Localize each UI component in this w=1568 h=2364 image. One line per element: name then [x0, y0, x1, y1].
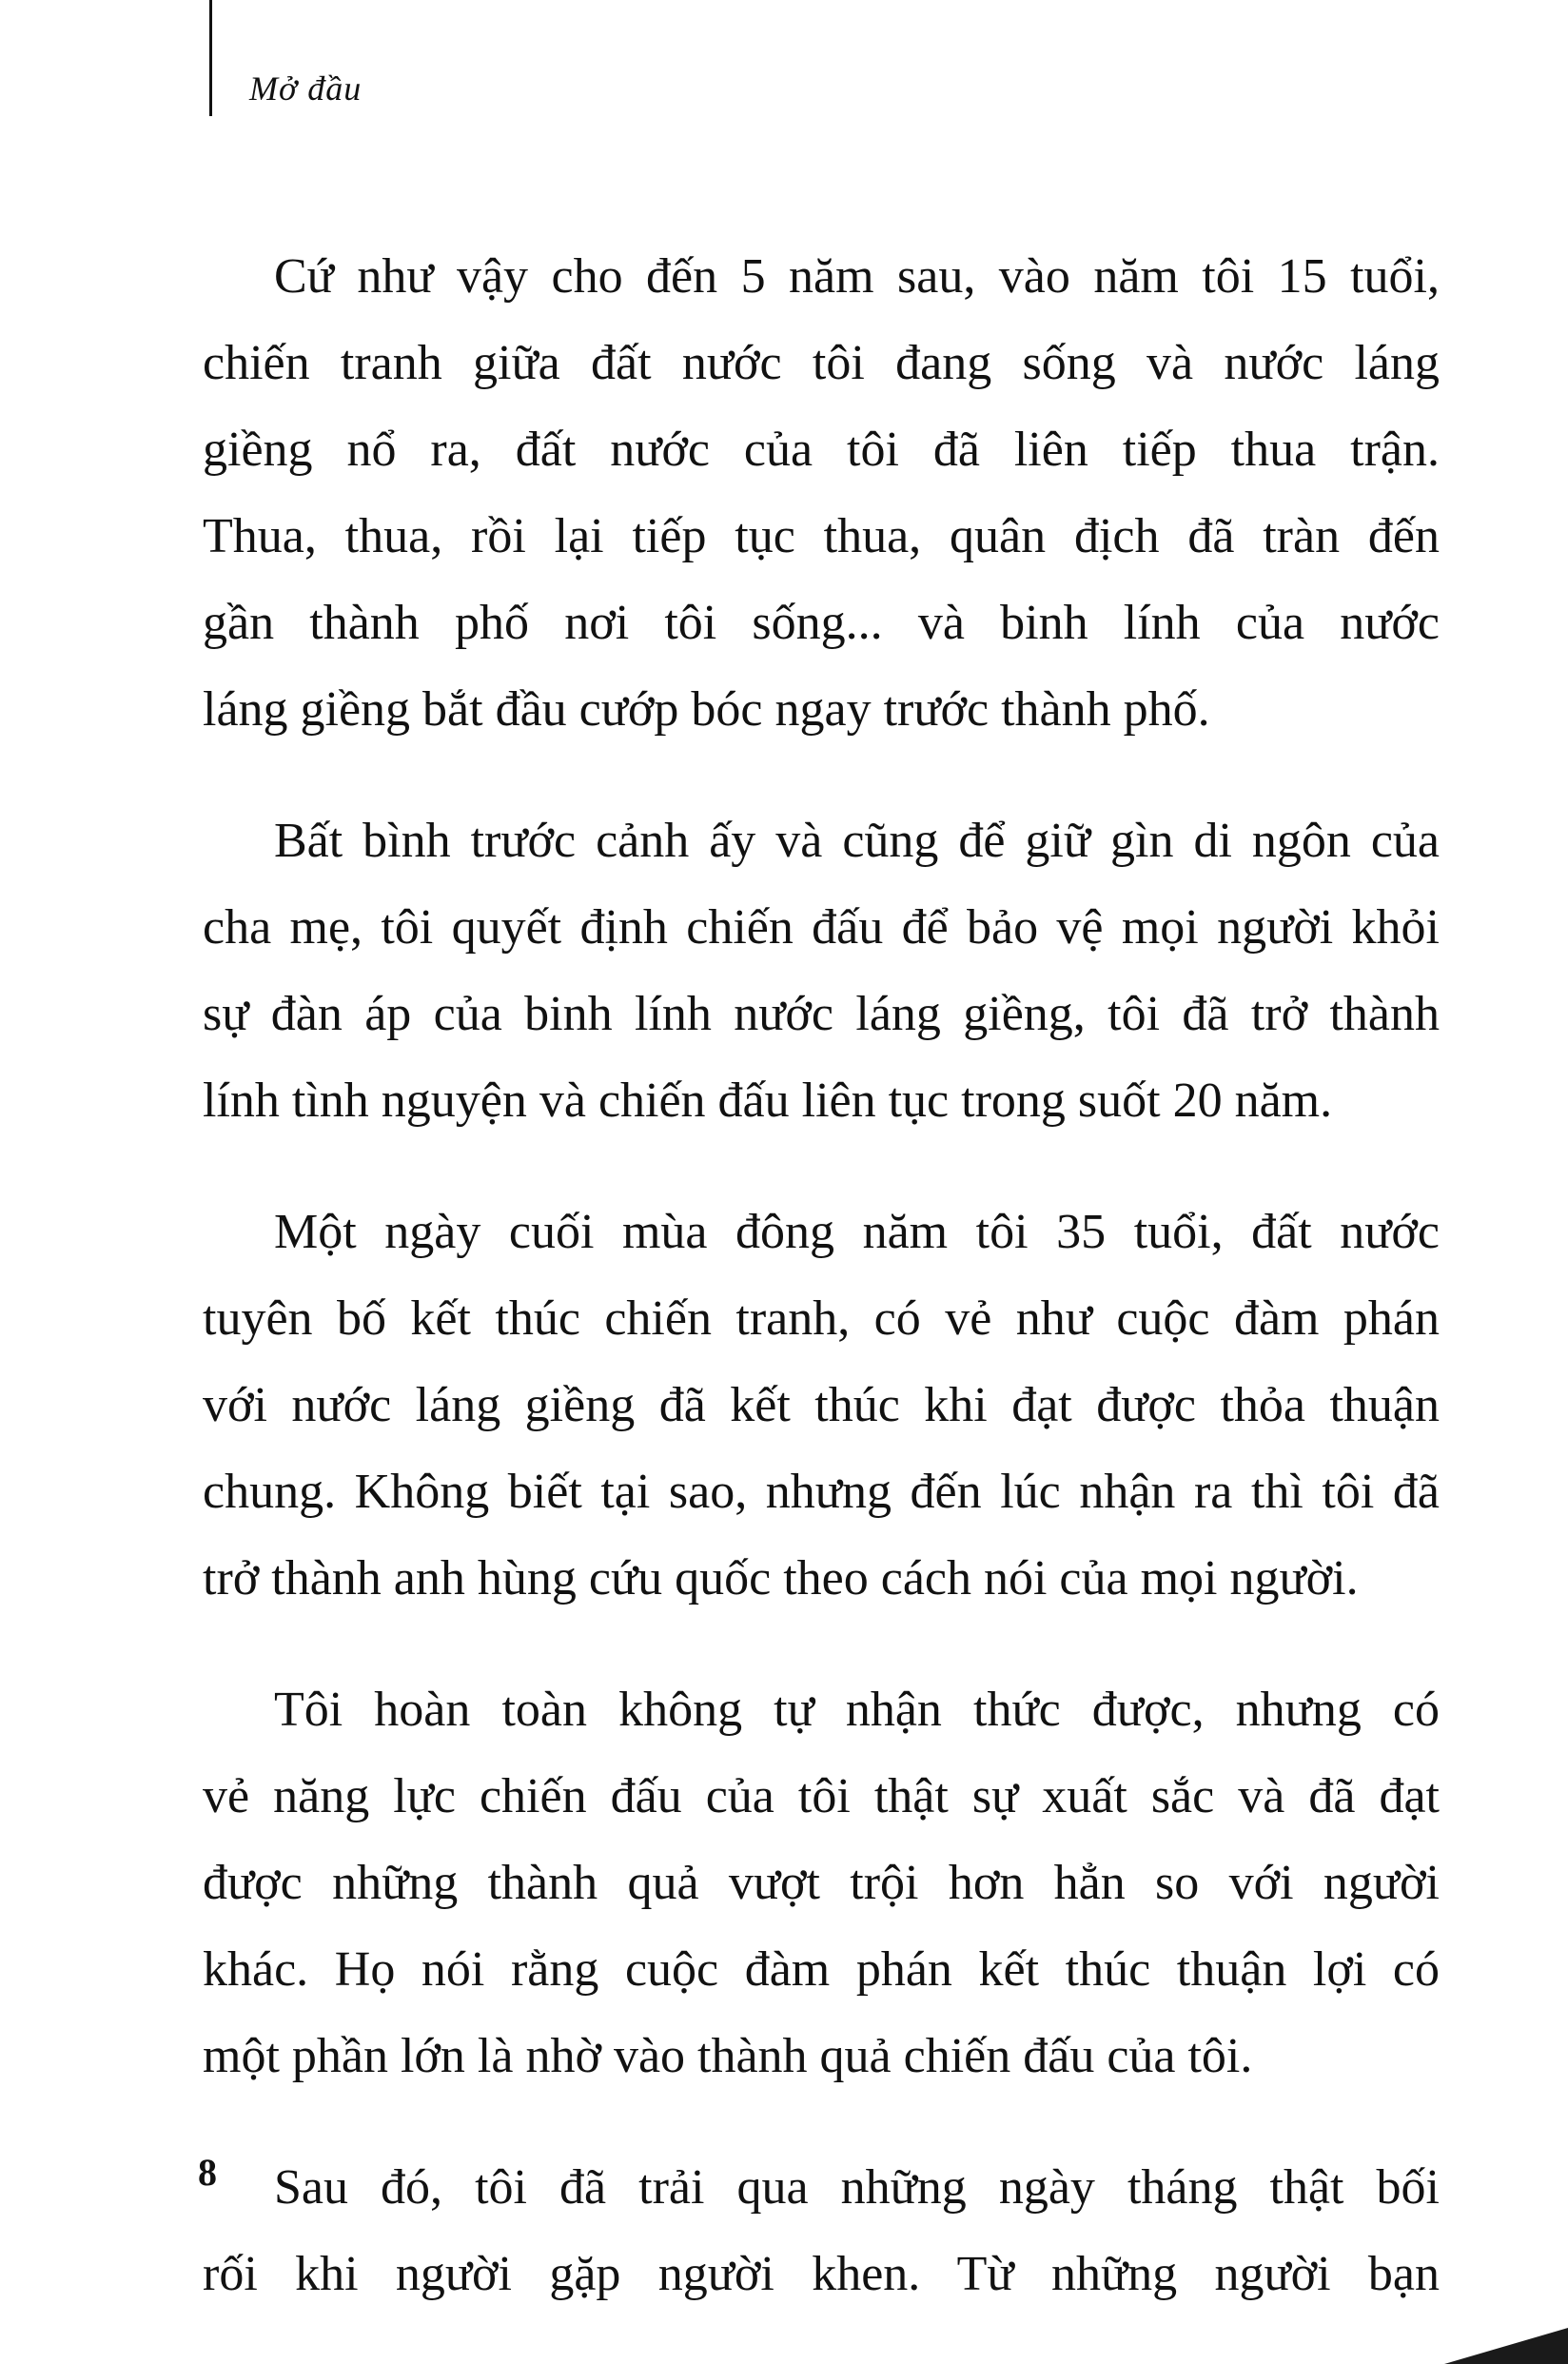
text-line: gần thành phố nơi tôi sống... và binh lính của nước: [203, 596, 1440, 650]
paragraph: [203, 1666, 1440, 2099]
paragraph: [203, 2144, 1440, 2317]
text-line: trở thành anh hùng cứu quốc theo cách nói của mọi người.: [203, 1551, 1359, 1606]
running-header: Mở đầu: [249, 69, 363, 108]
text-line: sự đàn áp của binh lính nước láng giềng, tôi đã trở thành: [203, 987, 1440, 1041]
text-line: với nước láng giềng đã kết thúc khi đạt được thỏa thuận: [203, 1378, 1440, 1432]
paragraph: [203, 798, 1440, 1144]
text-line: Bất bình trước cảnh ấy và cũng để giữ gìn di ngôn của: [274, 814, 1440, 868]
text-line: Sau đó, tôi đã trải qua những ngày tháng thật bối: [274, 2160, 1440, 2215]
body-text: [203, 233, 1440, 2362]
page-number: 8: [198, 2151, 217, 2194]
text-line: vẻ năng lực chiến đấu của tôi thật sự xuất sắc và đã đạt: [203, 1769, 1440, 1823]
text-line: chiến tranh giữa đất nước tôi đang sống và nước láng: [203, 336, 1440, 390]
page-corner-shadow: [1444, 2328, 1568, 2364]
paragraph: [203, 233, 1440, 753]
text-line: khác. Họ nói rằng cuộc đàm phán kết thúc thuận lợi có: [203, 1942, 1440, 1997]
text-line: láng giềng bắt đầu cướp bóc ngay trước thành phố.: [203, 682, 1210, 737]
text-line: Thua, thua, rồi lại tiếp tục thua, quân địch đã tràn đến: [203, 509, 1440, 563]
text-line: tuyên bố kết thúc chiến tranh, có vẻ như cuộc đàm phán: [203, 1291, 1440, 1346]
header-rule: [209, 0, 212, 116]
text-line: rối khi người gặp người khen. Từ những người bạn: [203, 2247, 1440, 2301]
text-line: Một ngày cuối mùa đông năm tôi 35 tuổi, đất nước: [274, 1205, 1440, 1259]
text-line: một phần lớn là nhờ vào thành quả chiến đấu của tôi.: [203, 2029, 1253, 2083]
text-line: lính tình nguyện và chiến đấu liên tục trong suốt 20 năm.: [203, 1074, 1333, 1128]
text-line: chung. Không biết tại sao, nhưng đến lúc nhận ra thì tôi đã: [203, 1465, 1440, 1519]
text-line: Tôi hoàn toàn không tự nhận thức được, nhưng có: [274, 1683, 1440, 1737]
paragraph: [203, 1189, 1440, 1622]
text-line: giềng nổ ra, đất nước của tôi đã liên tiếp thua trận.: [203, 423, 1440, 477]
text-line: cha mẹ, tôi quyết định chiến đấu để bảo vệ mọi người khỏi: [203, 900, 1440, 955]
text-line: Cứ như vậy cho đến 5 năm sau, vào năm tôi 15 tuổi,: [274, 249, 1440, 304]
text-line: được những thành quả vượt trội hơn hẳn so với người: [203, 1856, 1440, 1910]
